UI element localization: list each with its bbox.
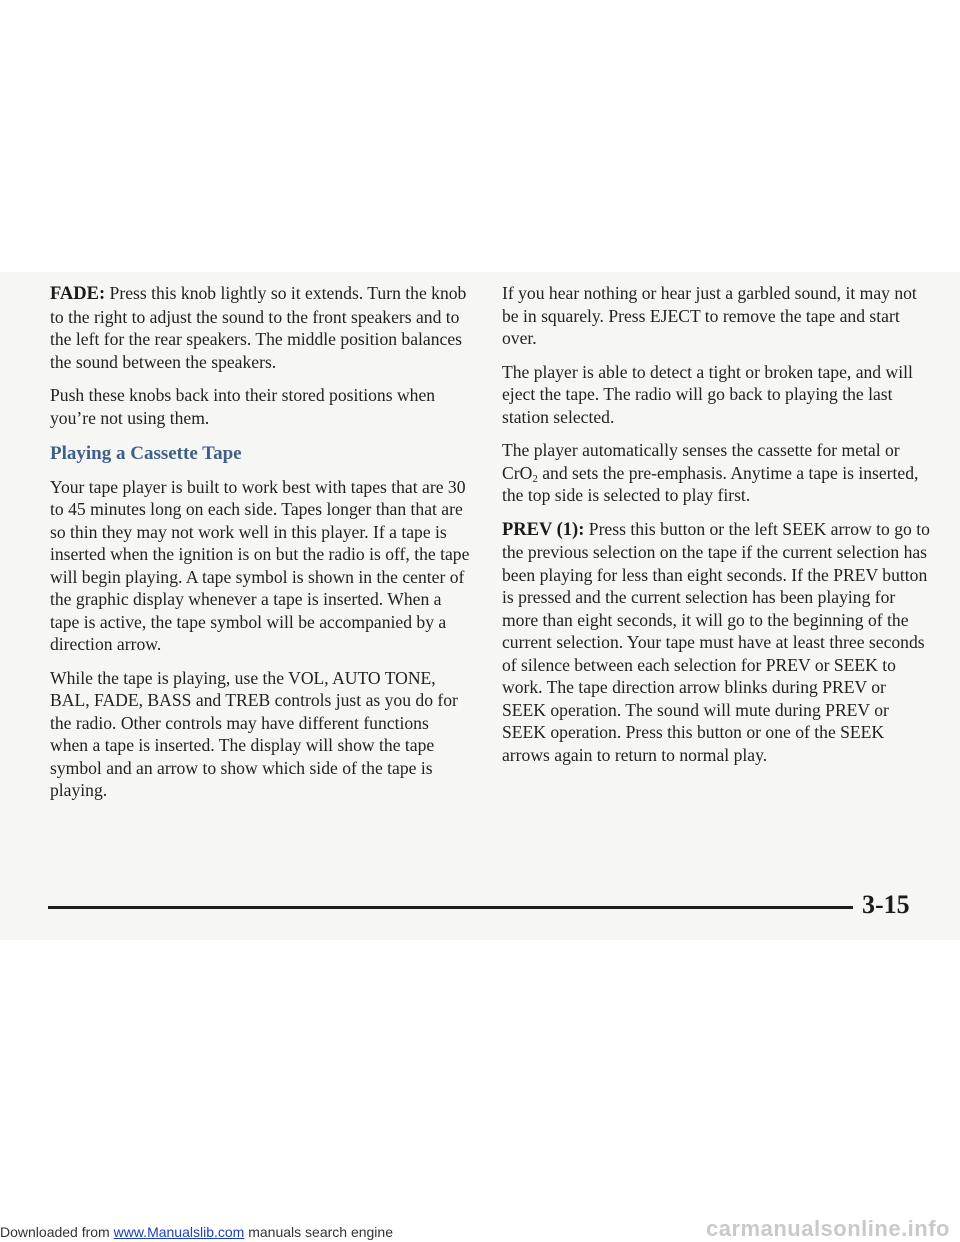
page-number: 3-15 — [862, 890, 910, 919]
footer-rule — [48, 906, 853, 909]
download-footer — [0, 1224, 393, 1240]
manualslib-link[interactable]: www.Manualslib.com — [113, 1224, 245, 1240]
metal-text-a: The player automatically senses the cassette for metal or CrO — [502, 440, 900, 483]
metal-tape-paragraph — [502, 439, 930, 507]
prev-label: PREV (1): — [502, 519, 585, 540]
watermark: carmanualsonline.info — [706, 1216, 950, 1241]
footer-prefix: Downloaded from — [0, 1224, 114, 1240]
fade-paragraph — [50, 282, 470, 373]
left-column — [50, 282, 470, 813]
tape-controls-paragraph: While the tape is playing, use the VOL, AUTO TONE, BAL, FADE, BASS and TREB controls just as you do for the radio. Other controls may have different functions when a tape is inserted. The display will show the tape symbol and an arrow to show which side of the tape is playing. — [50, 667, 458, 800]
garbled-sound-paragraph: If you hear nothing or hear just a garbled sound, it may not be in squarely. Press EJECT to remove the tape and start over. — [502, 283, 917, 348]
broken-tape-paragraph: The player is able to detect a tight or broken tape, and will eject the tape. The radio will go back to playing the last station selected. — [502, 361, 913, 427]
section-heading: Playing a Cassette Tape — [50, 443, 242, 464]
prev-text: Press this button or the left SEEK arrow to go to the previous selection on the tape if the current selection has been playing for less than eight seconds. If the PREV button is pressed and the current selection has been playing for more than eight seconds, it will go to the beginning of the current selection. Your tape must have at least three seconds of silence between each selection for PREV or SEEK to work. The tape direction arrow blinks during PREV or SEEK operation. The sound will mute during PREV or SEEK operation. Press this button or one of the SEEK arrows again to return to normal play. — [502, 518, 930, 765]
subscript-2: 2 — [532, 472, 538, 485]
metal-text-b: and sets the pre-emphasis. Anytime a tape is inserted, the top side is selected to play first. — [502, 462, 919, 505]
push-knobs-paragraph: Push these knobs back into their stored positions when you’re not using them. — [50, 385, 436, 428]
right-column — [502, 282, 930, 777]
prev-paragraph — [502, 518, 930, 767]
footer-suffix: manuals search engine — [244, 1224, 393, 1240]
fade-text: Press this knob lightly so it extends. Turn the knob to the right to adjust the sound to the front speakers and to the left for the rear speakers. The middle position balances the sound between the speakers. — [50, 283, 467, 372]
tape-player-paragraph: Your tape player is built to work best with tapes that are 30 to 45 minutes long on each side. Tapes longer than that are so thin they may not work well in this player. If a tape is inserted when the ignition is on but the radio is off, the tape will begin playing. A tape symbol is shown in the center of the graphic display whenever a tape is inserted. When a tape is active, the tape symbol will be accompanied by a direction arrow. — [50, 476, 470, 654]
fade-label: FADE: — [50, 284, 106, 304]
